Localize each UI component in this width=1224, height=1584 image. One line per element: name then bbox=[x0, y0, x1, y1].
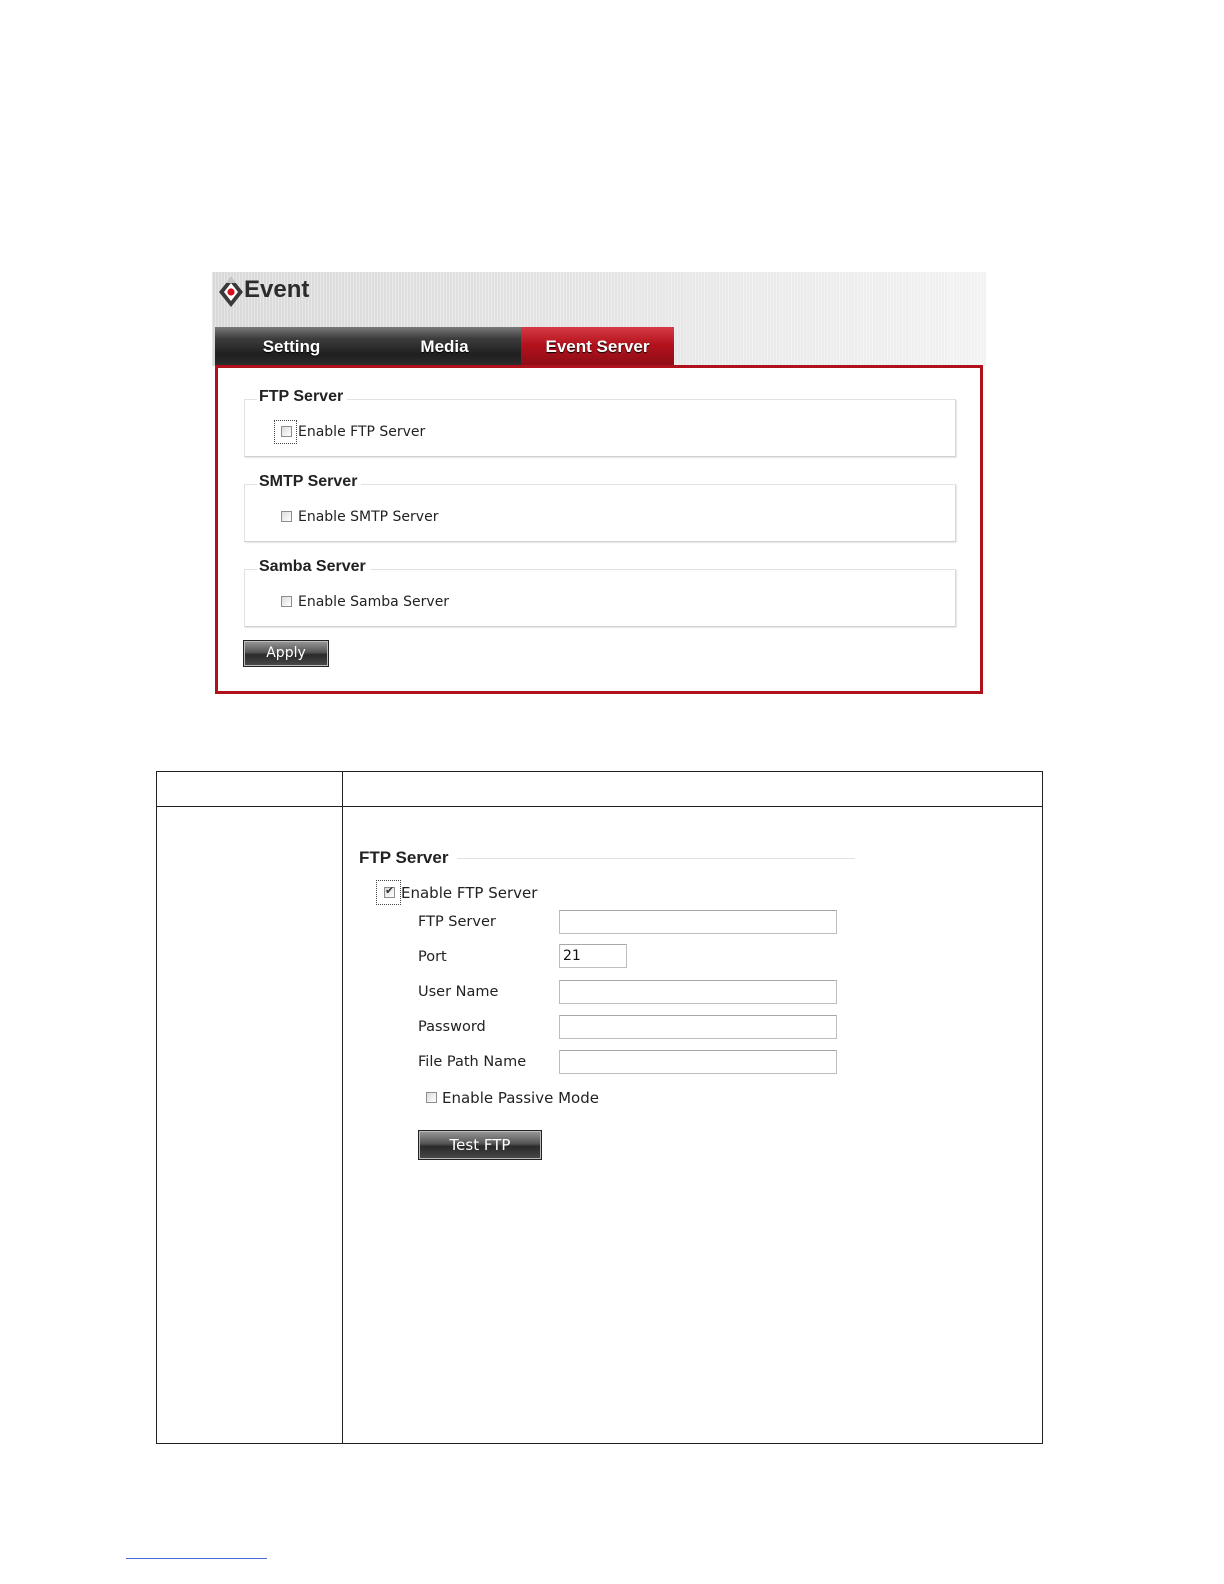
enable-passive-mode-label: Enable Passive Mode bbox=[442, 1089, 599, 1107]
event-server-content bbox=[215, 365, 983, 694]
test-ftp-button[interactable]: Test FTP bbox=[418, 1130, 542, 1160]
event-title: Event bbox=[244, 276, 310, 303]
enable-smtp-checkbox[interactable] bbox=[281, 511, 292, 522]
smtp-server-fieldset bbox=[244, 473, 956, 542]
enable-ftp-label: Enable FTP Server bbox=[401, 884, 538, 902]
ftp-server-input[interactable] bbox=[559, 910, 837, 934]
enable-ftp-label: Enable FTP Server bbox=[298, 424, 426, 440]
port-input[interactable] bbox=[559, 944, 627, 968]
table-header-col2 bbox=[343, 772, 1042, 806]
column-divider bbox=[342, 772, 343, 1443]
tab-media[interactable]: Media bbox=[368, 327, 521, 366]
user-name-input[interactable] bbox=[559, 980, 837, 1004]
password-input[interactable] bbox=[559, 1015, 837, 1039]
tab-setting[interactable]: Setting bbox=[215, 327, 368, 366]
ftp-form-legend-line bbox=[457, 858, 855, 859]
user-name-field-label: User Name bbox=[418, 984, 499, 1000]
ftp-server-field-label: FTP Server bbox=[418, 914, 496, 930]
file-path-name-input[interactable] bbox=[559, 1050, 837, 1074]
checkmark-icon: ✔ bbox=[385, 884, 395, 897]
port-field-label: Port bbox=[418, 949, 447, 965]
row-divider bbox=[157, 806, 1042, 807]
enable-passive-mode-checkbox[interactable] bbox=[426, 1092, 437, 1103]
tab-event-server[interactable]: Event Server bbox=[521, 327, 674, 366]
file-path-name-field-label: File Path Name bbox=[418, 1054, 527, 1070]
footer-link-underline bbox=[126, 1558, 267, 1559]
ftp-server-fieldset bbox=[244, 388, 956, 457]
enable-samba-label: Enable Samba Server bbox=[298, 594, 450, 610]
event-logo-icon bbox=[218, 276, 244, 308]
password-field-label: Password bbox=[418, 1019, 486, 1035]
smtp-server-legend: SMTP Server bbox=[257, 473, 361, 491]
event-window bbox=[212, 272, 986, 694]
enable-ftp-checkbox-checked[interactable] bbox=[384, 884, 395, 898]
ftp-form-legend: FTP Server bbox=[359, 848, 449, 867]
ftp-server-legend: FTP Server bbox=[257, 388, 347, 406]
samba-server-legend: Samba Server bbox=[257, 558, 370, 576]
event-header bbox=[212, 272, 986, 366]
samba-server-fieldset bbox=[244, 558, 956, 627]
description-table bbox=[156, 771, 1043, 1444]
enable-samba-checkbox[interactable] bbox=[281, 596, 292, 607]
enable-smtp-label: Enable SMTP Server bbox=[298, 509, 439, 525]
apply-button[interactable]: Apply bbox=[243, 640, 329, 667]
table-header-col1 bbox=[157, 772, 342, 806]
enable-ftp-checkbox[interactable] bbox=[281, 426, 292, 437]
